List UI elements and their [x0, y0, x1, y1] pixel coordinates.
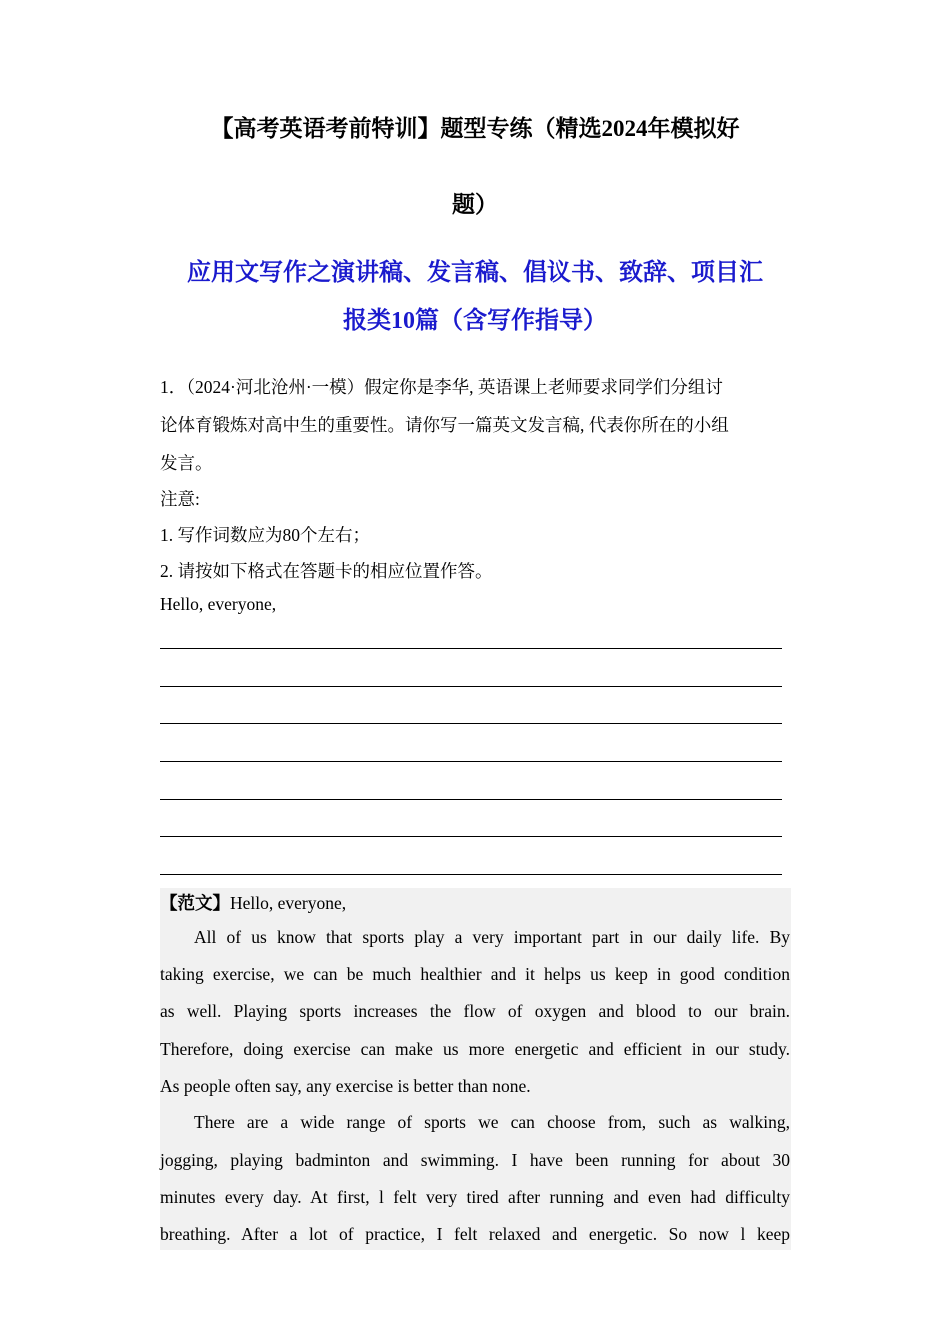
notice-item-1: 1. 写作词数应为80个左右； [160, 525, 370, 545]
sample-heading [160, 890, 790, 915]
sample-paragraph-2-line: minutes every day. At first, l felt very tired after running and even had difficulty [160, 1187, 790, 1207]
sample-greeting: Hello, everyone, [230, 893, 347, 913]
sample-paragraph-1-line: As people often say, any exercise is better than none. [160, 1076, 531, 1096]
answer-line [160, 836, 782, 837]
sample-label: 【范文】 [160, 893, 230, 913]
sample-paragraph-1-line: as well. Playing sports increases the flow of oxygen and blood to our brain. [160, 1001, 790, 1021]
sample-paragraph-2-line: jogging, playing badminton and swimming. I have been running for about 30 [160, 1150, 790, 1170]
sample-paragraph-2-line: There are a wide range of sports we can choose from, such as walking, [194, 1112, 790, 1132]
prompt-line-2: 论体育锻炼对高中生的重要性。请你写一篇英文发言稿, 代表你所在的小组 [160, 415, 729, 435]
sample-paragraph-2-line: breathing. After a lot of practice, I felt relaxed and energetic. So now l keep [160, 1224, 790, 1244]
answer-greeting: Hello, everyone, [160, 594, 277, 614]
answer-line [160, 874, 782, 875]
answer-line [160, 799, 782, 800]
prompt-line-3: 发言。 [160, 453, 213, 473]
subtitle-line-1: 应用文写作之演讲稿、发言稿、倡议书、致辞、项目汇 [187, 260, 763, 286]
answer-line [160, 648, 782, 649]
title-line-2: 题） [452, 192, 498, 217]
sample-paragraph-1-line: Therefore, doing exercise can make us more energetic and efficient in our study. [160, 1039, 790, 1059]
sample-paragraph-1-line: All of us know that sports play a very important part in our daily life. By [194, 927, 790, 947]
subtitle-line-2: 报类10篇（含写作指导） [343, 308, 607, 334]
sample-paragraph-1-line: taking exercise, we can be much healthier and it helps us keep in good condition [160, 964, 790, 984]
title-line-1: 【高考英语考前特训】题型专练（精选2024年模拟好 [210, 116, 740, 141]
answer-line [160, 761, 782, 762]
notice-item-2: 2. 请按如下格式在答题卡的相应位置作答。 [160, 561, 493, 581]
prompt-line-1: 1．（2024·河北沧州·一模）假定你是李华, 英语课上老师要求同学们分组讨 [160, 377, 723, 397]
notice-label: 注意: [160, 489, 200, 509]
answer-line [160, 723, 782, 724]
answer-line [160, 686, 782, 687]
